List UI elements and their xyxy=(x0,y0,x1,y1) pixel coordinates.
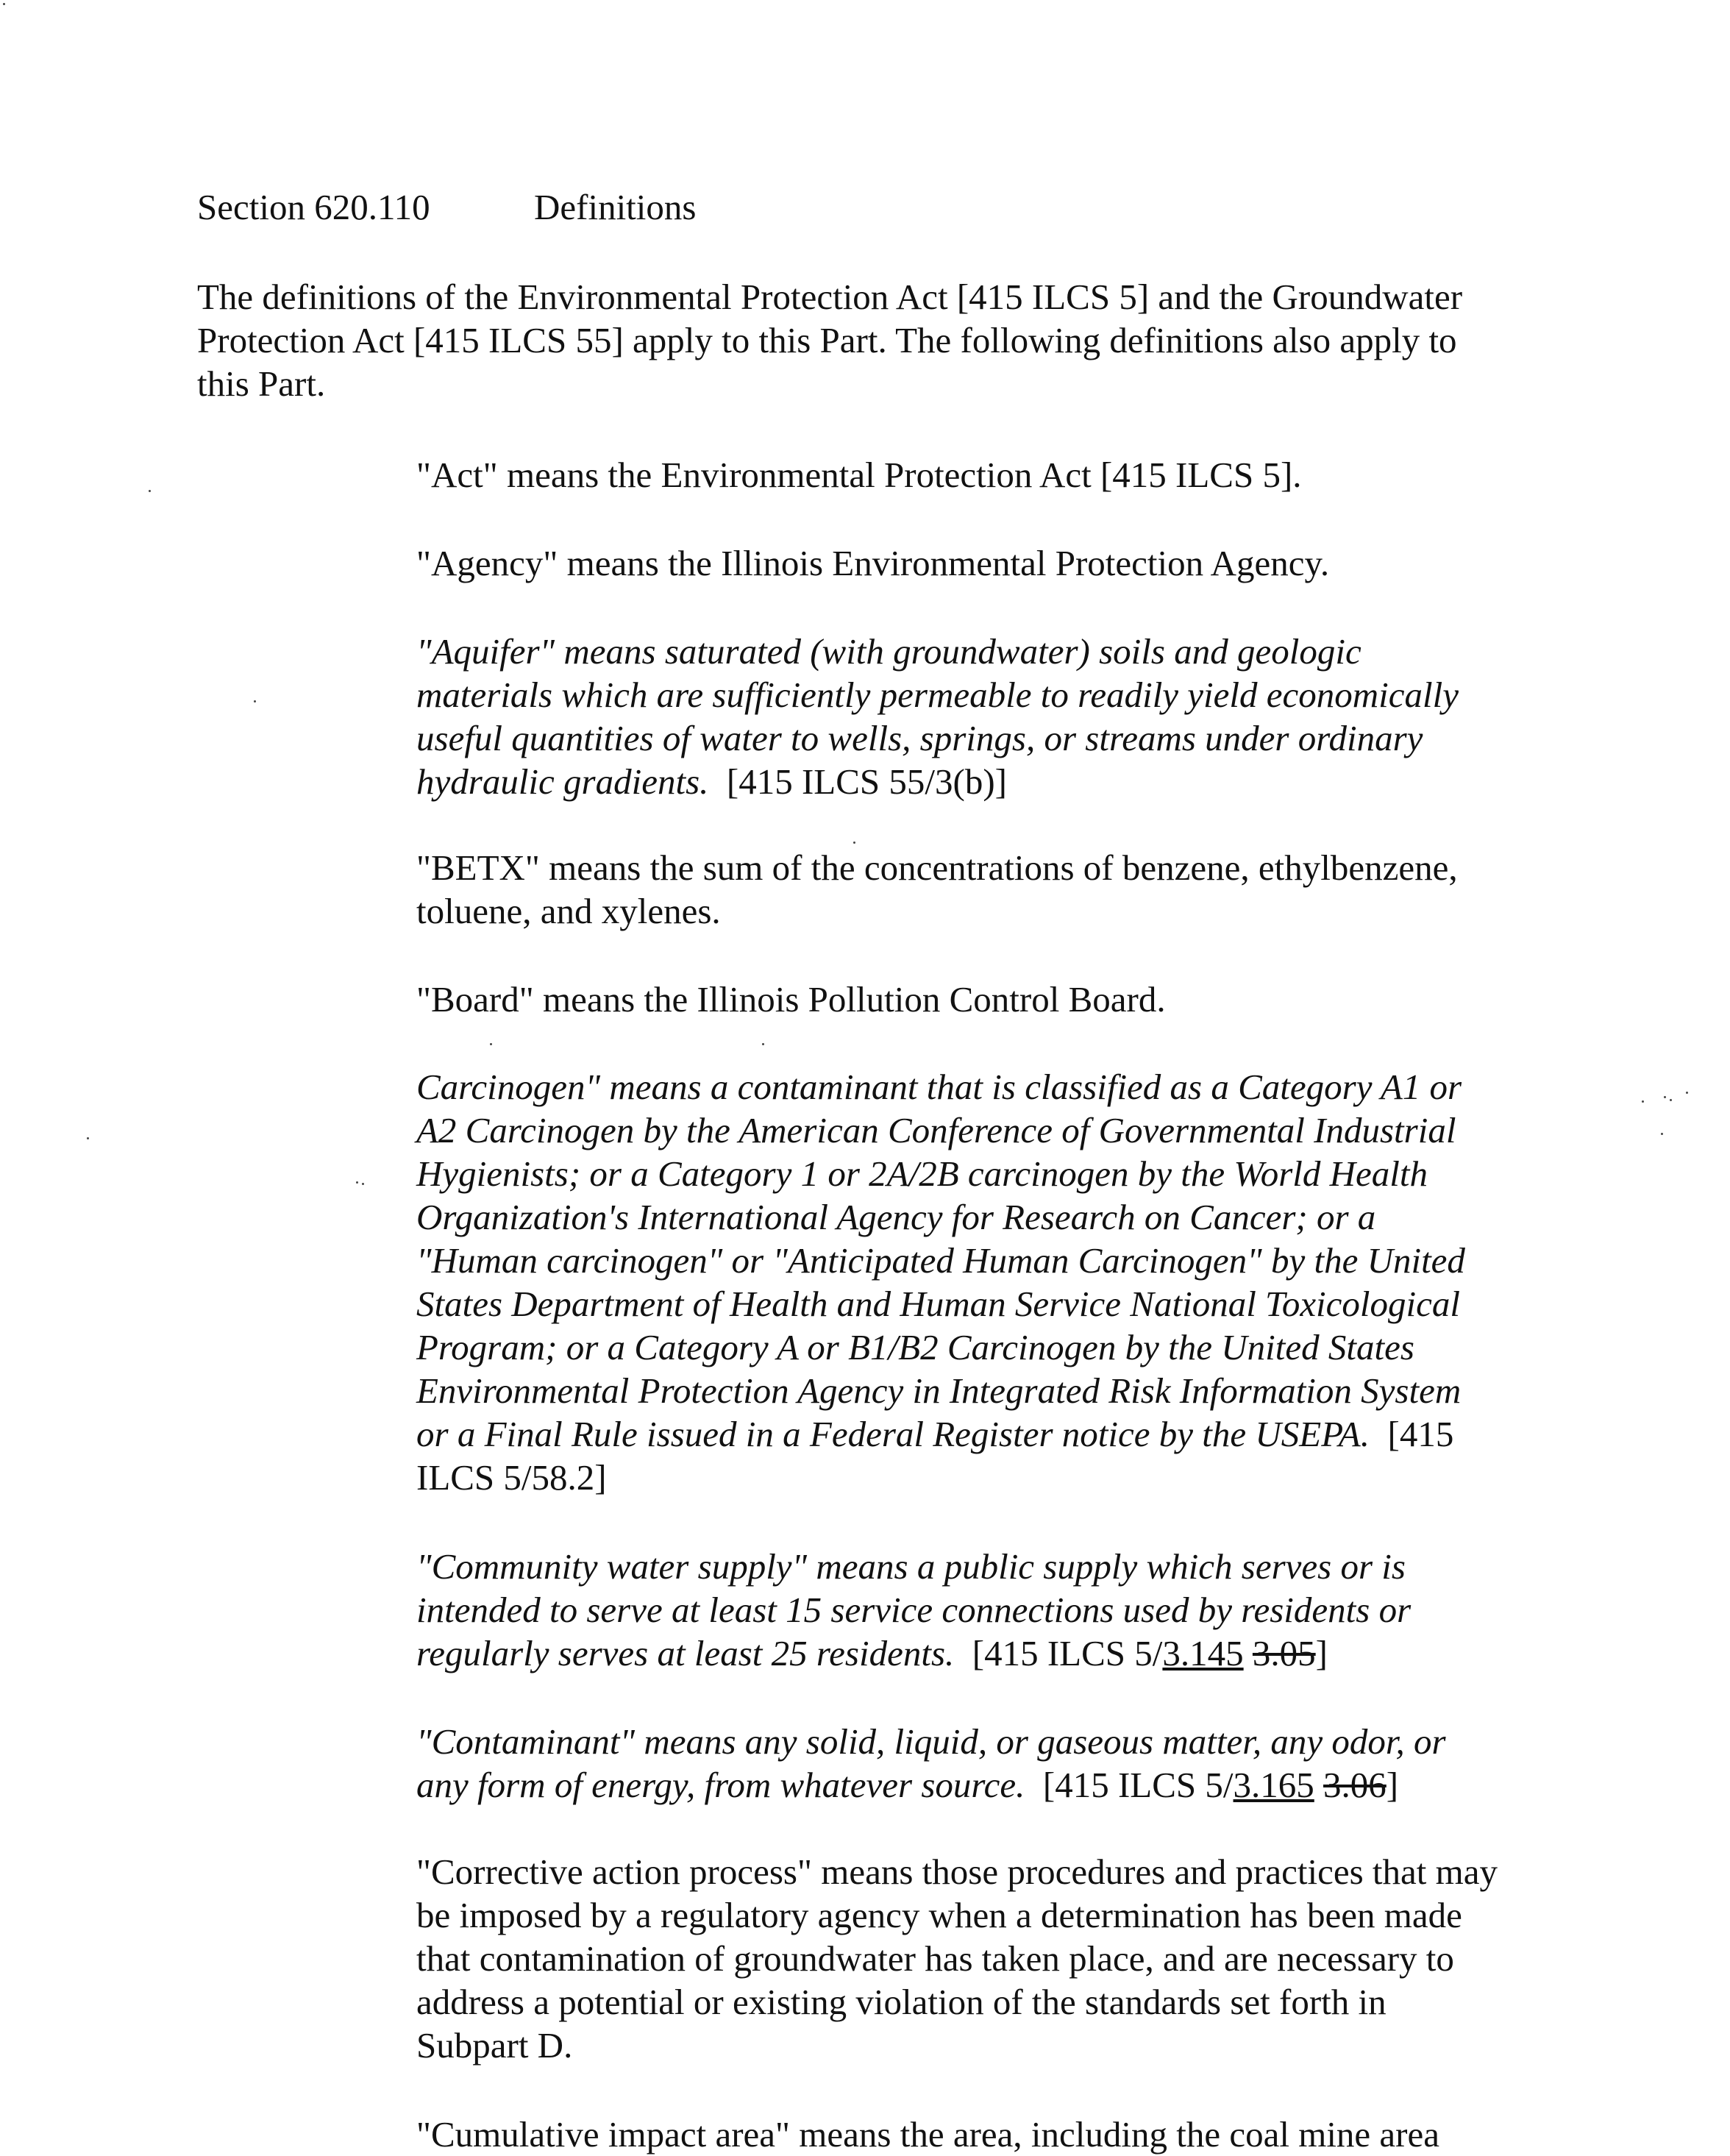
section-heading xyxy=(197,185,696,229)
definition-text: "Act" means the Environmental Protection Act [415 ILCS 5]. xyxy=(416,455,1302,495)
scan-speck xyxy=(1664,1096,1666,1098)
definition-aquifer xyxy=(416,630,1534,803)
definition-line xyxy=(416,1632,1534,1675)
scan-speck xyxy=(762,1043,764,1045)
deleted-citation: 3.05 xyxy=(1252,1633,1316,1673)
definition-text-italic: or a Final Rule issued in a Federal Register notice by the USEPA. xyxy=(416,1414,1370,1454)
definition-line: address a potential or existing violation of the standards set forth in xyxy=(416,1982,1387,2022)
deleted-citation: 3.06 xyxy=(1323,1765,1387,1805)
definition-line: Program; or a Category A or B1/B2 Carcinogen by the United States xyxy=(416,1327,1414,1367)
definition-line: Organization's International Agency for Research on Cancer; or a xyxy=(416,1197,1376,1237)
scan-speck xyxy=(1642,1100,1644,1103)
section-number: Section 620.110 xyxy=(197,187,430,227)
definition-line: Hygienists; or a Category 1 or 2A/2B carcinogen by the World Health xyxy=(416,1153,1428,1194)
scan-speck xyxy=(1670,1099,1672,1101)
scan-speck xyxy=(3,3,5,5)
intro-paragraph xyxy=(197,275,1521,405)
definition-line: be imposed by a regulatory agency when a determination has been made xyxy=(416,1895,1462,1935)
definition-line: "BETX" means the sum of the concentrations of benzene, ethylbenzene, xyxy=(416,847,1458,888)
definition-betx xyxy=(416,846,1534,933)
scan-speck xyxy=(87,1137,89,1139)
definition-community-water-supply xyxy=(416,1545,1534,1675)
definition-carcinogen xyxy=(416,1065,1534,1499)
definition-text-italic: any form of energy, from whatever source. xyxy=(416,1765,1025,1805)
scan-speck xyxy=(490,1043,492,1045)
definition-line: Carcinogen" means a contaminant that is classified as a Category A1 or xyxy=(416,1067,1462,1107)
section-title: Definitions xyxy=(534,187,697,227)
definition-agency xyxy=(416,541,1534,585)
scan-speck xyxy=(1686,1092,1688,1094)
definition-text-italic: regularly serves at least 25 residents. xyxy=(416,1633,955,1673)
citation-end: ] xyxy=(1315,1633,1328,1673)
definition-contaminant xyxy=(416,1720,1534,1807)
definition-line: A2 Carcinogen by the American Conference of Governmental Industrial xyxy=(416,1110,1456,1150)
intro-line: Protection Act [415 ILCS 55] apply to this Part. The following definitions also apply to xyxy=(197,320,1457,360)
inserted-citation: 3.145 xyxy=(1162,1633,1244,1673)
definition-line: intended to serve at least 15 service connections used by residents or xyxy=(416,1590,1412,1630)
citation: ILCS 5/58.2] xyxy=(416,1457,607,1498)
definition-line: "Aquifer" means saturated (with groundwater) soils and geologic xyxy=(416,631,1361,672)
scan-speck xyxy=(853,842,855,844)
scan-speck xyxy=(356,1181,358,1184)
scan-speck xyxy=(254,700,256,702)
definition-line: "Corrective action process" means those procedures and practices that may xyxy=(416,1851,1498,1892)
definition-text: "Agency" means the Illinois Environmental Protection Agency. xyxy=(416,543,1330,583)
intro-line: The definitions of the Environmental Protection Act [415 ILCS 5] and the Groundwater xyxy=(197,277,1463,317)
definition-cumulative-impact-area xyxy=(416,2113,1534,2156)
citation-prefix: [415 ILCS 5/ xyxy=(954,1633,1163,1673)
definition-line xyxy=(416,1412,1534,1456)
scan-speck xyxy=(362,1183,364,1185)
definition-line: Environmental Protection Agency in Integrated Risk Information System xyxy=(416,1370,1462,1411)
citation-prefix: [415 ILCS 5/ xyxy=(1025,1765,1234,1805)
intro-line: this Part. xyxy=(197,363,326,404)
definition-line: materials which are sufficiently permeable to readily yield economically xyxy=(416,675,1459,715)
scan-speck xyxy=(149,490,151,492)
definition-board xyxy=(416,978,1534,1021)
definition-line: States Department of Health and Human Service National Toxicological xyxy=(416,1284,1461,1324)
definition-line: Subpart D. xyxy=(416,2025,573,2066)
definition-line: "Community water supply" means a public supply which serves or is xyxy=(416,1546,1406,1587)
definition-text-italic: hydraulic gradients. xyxy=(416,761,709,802)
definition-line: "Contaminant" means any solid, liquid, or gaseous matter, any odor, or xyxy=(416,1721,1446,1762)
definition-line: "Cumulative impact area" means the area, including the coal mine area xyxy=(416,2114,1439,2155)
citation: [415 ILCS 55/3(b)] xyxy=(708,761,1007,802)
definition-line: "Human carcinogen" or "Anticipated Human Carcinogen" by the United xyxy=(416,1240,1465,1281)
citation: [415 xyxy=(1370,1414,1454,1454)
definition-corrective-action-process xyxy=(416,1850,1534,2067)
definition-text: "Board" means the Illinois Pollution Control Board. xyxy=(416,979,1166,1020)
definition-line: that contamination of groundwater has taken place, and are necessary to xyxy=(416,1938,1454,1979)
scan-speck xyxy=(1661,1133,1663,1135)
citation-end: ] xyxy=(1386,1765,1399,1805)
definition-line: toluene, and xylenes. xyxy=(416,891,721,931)
definition-line xyxy=(416,1763,1534,1807)
inserted-citation: 3.165 xyxy=(1233,1765,1314,1805)
definition-act xyxy=(416,453,1534,497)
definition-line xyxy=(416,760,1534,803)
definition-line: useful quantities of water to wells, springs, or streams under ordinary xyxy=(416,718,1423,758)
